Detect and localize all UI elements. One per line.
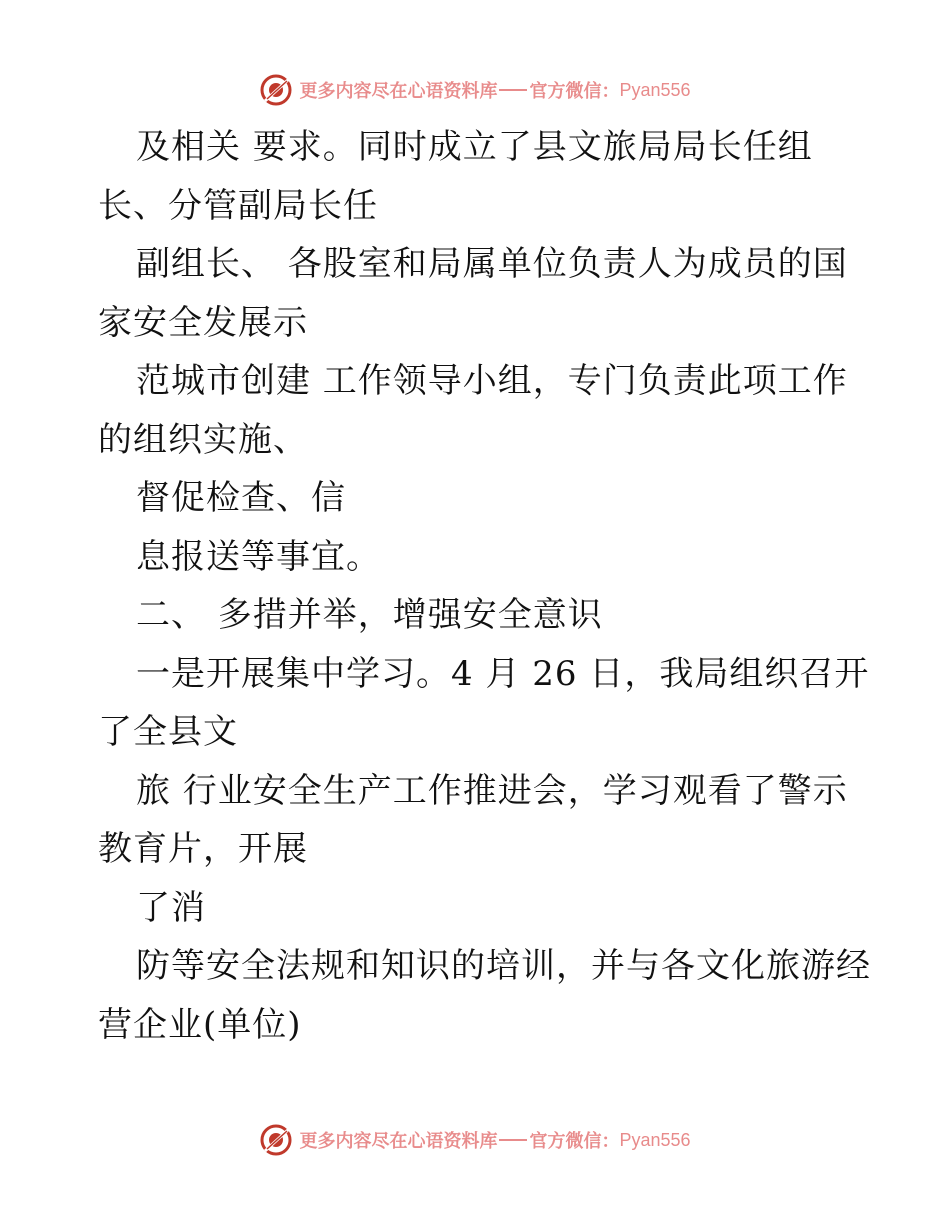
- watermark-dash: [499, 1139, 527, 1141]
- text-line: 范城市创建 工作领导小组，专门负责此项工作: [136, 361, 848, 401]
- watermark-suffix: 官方微信：: [529, 1131, 620, 1152]
- header-watermark: [0, 70, 950, 110]
- text-line: 旅 行业安全生产工作推进会，学习观看了警示: [136, 770, 848, 811]
- text-line: 营企业(单位): [98, 1004, 302, 1045]
- text-line: 督促检查、信: [136, 478, 346, 518]
- document-body: [98, 118, 871, 1054]
- text-line: 教育片，开展: [98, 829, 308, 869]
- watermark-text: 更多内容尽在心语资料库: [299, 1131, 498, 1152]
- text-line: 息报送等事宜。: [136, 536, 381, 577]
- text-line: 长、分管副局长任: [98, 185, 378, 226]
- text-line: 防等安全法规和知识的培训，并与各文化旅游经: [136, 946, 871, 986]
- brand-logo-icon: [259, 73, 293, 107]
- watermark-suffix: 官方微信：: [529, 81, 620, 102]
- watermark-dash: [499, 89, 527, 91]
- text-line: 一是开展集中学习。4 月 26 日，我局组织召开: [136, 653, 870, 694]
- watermark-text: 更多内容尽在心语资料库: [299, 81, 498, 102]
- brand-logo-icon: [259, 1123, 293, 1157]
- text-line: 了消: [136, 887, 206, 928]
- text-line: 副组长、 各股室和局属单位负责人为成员的国: [136, 244, 848, 284]
- text-line: 的组织实施、: [98, 419, 308, 460]
- watermark-id: Pyan556: [619, 79, 691, 100]
- watermark-id: Pyan556: [619, 1129, 691, 1150]
- text-line: 家安全发展示: [98, 302, 308, 343]
- footer-watermark: [0, 1120, 950, 1160]
- text-line: 了全县文: [98, 712, 238, 752]
- text-line: 及相关 要求。同时成立了县文旅局局长任组: [136, 127, 813, 167]
- section-heading: 二、 多措并举，增强安全意识: [136, 595, 603, 635]
